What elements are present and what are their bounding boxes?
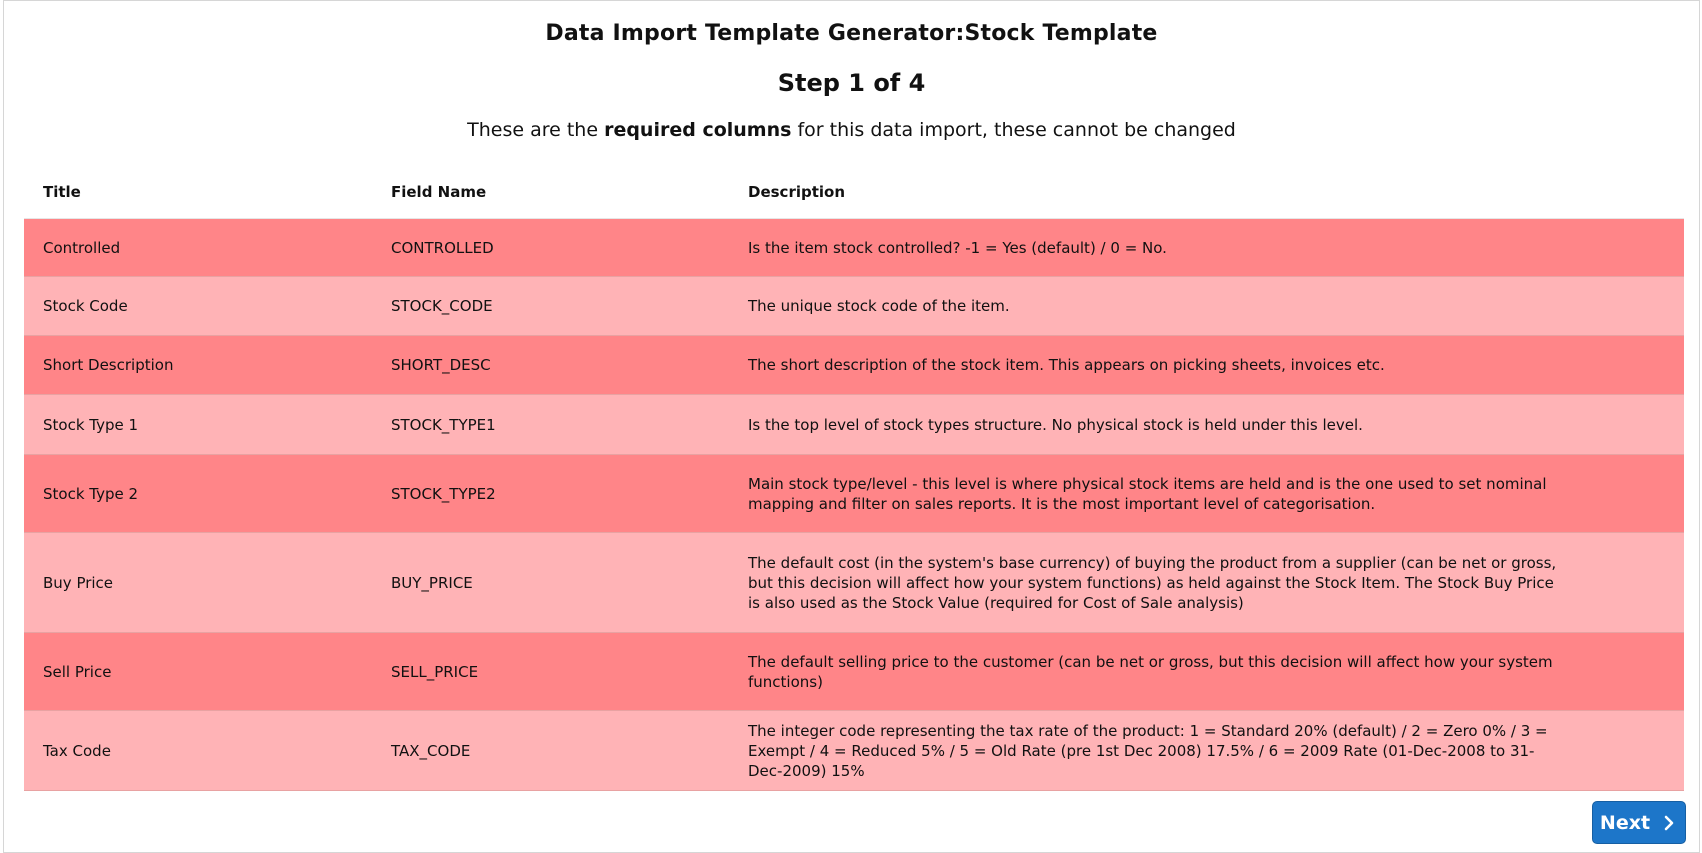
chevron-right-icon [1660,814,1678,832]
table-row [24,711,1684,791]
required-columns-table [24,165,1684,791]
row-description: The short description of the stock item. This appears on picking sheets, invoices etc. [748,356,1385,374]
table-row [24,219,1684,277]
required-columns-note [4,119,1699,141]
row-field-name: SELL_PRICE [391,662,479,681]
row-description: Is the top level of stock types structure. No physical stock is held under this level. [748,415,1363,434]
row-field-name: STOCK_TYPE1 [391,415,496,434]
row-description: The integer code representing the tax rate of the product: 1 = Standard 20% (default) / 2 = Zero 0% / 3 = Exempt / 4 = Reduced 5% / 5 = Old Rate (pre 1st Dec 2008) 17.5% / 6 = 2009 Rate (01-Dec-2008 to 31-Dec-2009) 15% [748,721,1548,780]
row-title: Controlled [43,238,121,257]
note-prefix: These are the [467,119,605,141]
column-header-field-name: Field Name [391,182,487,201]
row-description: The default selling price to the customer (can be net or gross, but this decision will affect how your system functions) [748,652,1553,691]
step-indicator: Step 1 of 4 [777,69,926,97]
row-title: Tax Code [43,741,111,760]
table-row [24,455,1684,533]
column-header-description: Description [748,182,846,201]
row-title: Sell Price [43,662,112,681]
row-field-name: CONTROLLED [391,238,494,257]
table-row [24,395,1684,455]
row-field-name: TAX_CODE [391,741,471,760]
row-description: The default cost (in the system's base currency) of buying the product from a supplier (can be net or gross, but this decision will affect how your system functions) as held against the Stock Item. The Stock Buy Price is also used as the Stock Value (required for Cost of Sale analysis) [748,553,1557,612]
next-button-label: Next [1599,811,1651,834]
row-title: Short Description [43,356,174,374]
note-emphasis: required columns [604,119,792,141]
table-row [24,533,1684,633]
table-row [24,277,1684,336]
row-title: Stock Type 1 [43,415,139,434]
note-suffix: for this data import, these cannot be changed [791,119,1236,141]
next-button[interactable] [1592,801,1686,844]
page-title: Data Import Template Generator:Stock Template [545,21,1158,46]
row-field-name: SHORT_DESC [391,356,491,374]
row-title: Stock Type 2 [43,484,139,503]
row-title: Stock Code [43,297,128,315]
table-header [24,165,1684,219]
row-description: The unique stock code of the item. [748,297,1010,315]
row-field-name: STOCK_CODE [391,297,493,315]
row-title: Buy Price [43,573,114,592]
column-header-title: Title [43,182,81,201]
row-description: Is the item stock controlled? -1 = Yes (default) / 0 = No. [748,238,1167,257]
row-field-name: STOCK_TYPE2 [391,484,496,503]
table-row [24,633,1684,711]
row-field-name: BUY_PRICE [391,573,473,592]
page-frame [3,0,1700,853]
table-row [24,336,1684,395]
row-description: Main stock type/level - this level is where physical stock items are held and is the one used to set nominal mapping and filter on sales reports. It is the most important level of categorisation. [748,474,1547,513]
